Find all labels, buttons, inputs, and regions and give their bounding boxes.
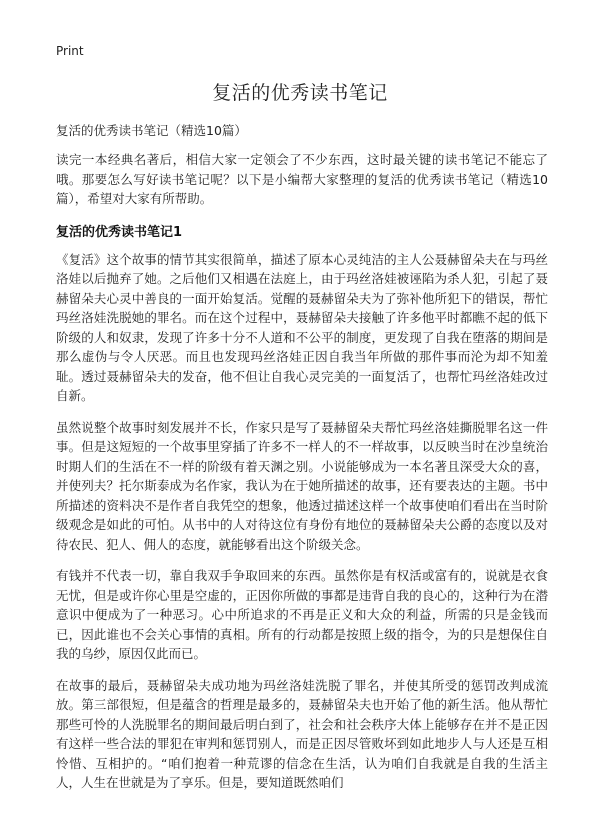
intro-paragraph: 读完一本经典名著后，相信大家一定领会了不少东西，这时最关键的读书笔记不能忘了哦。那要怎么写好读书笔记呢？以下是小编帮大家整理的复活的优秀读书笔记（精选10篇），希望对大家有所帮助。 [56,152,548,206]
section-heading: 复活的优秀读书笔记1 [56,224,183,240]
print-link[interactable]: Print [56,44,84,58]
body-paragraph: 虽然说整个故事时刻发展并不长，作家只是写了聂赫留朵夫帮忙玛丝洛娃撕脱罪名这一件事。但是这短短的一个故事里穿插了许多不一样人的不一样故事，以反映当时在沙皇统治时期人们的生活在不一样的阶级有着天渊之别。小说能够成为一本名著且深受大众的喜，并使列夫？托尔斯泰成为名作家，我认为在于她所描述的故事，还有要表达的主题。书中所描述的资料决不是作者自我凭空的想象，他透过描述这样一个故事使咱们看出在当时阶级观念是如此的可怕。从书中的人对待这位有身份有地位的聂赫留朵夫公爵的态度以及对待农民、犯人、佣人的态度，就能够看出这个阶级关念。 [56,419,548,552]
article-body [56,150,548,805]
body-paragraph: 《复活》这个故事的情节其实很简单，描述了原本心灵纯洁的主人公聂赫留朵夫在与玛丝洛娃以后抛弃了她。之后他们又相遇在法庭上，由于玛丝洛娃被诬陷为杀人犯，引起了聂赫留朵夫心灵中善良的一面开始复活。觉醒的聂赫留朵夫为了弥补他所犯下的错误，帮忙玛丝洛娃洗脱她的罪名。而在这个过程中，聂赫留朵夫接触了许多他平时都瞧不起的低下阶级的人和奴隶，发现了许多十分不人道和不公平的制度，更发现了自我在堕落的期间是那么虚伪与令人厌恶。而且也发现玛丝洛娃正因自我当年所做的那件事而沦为却不知羞耻。透过聂赫留朵夫的发奋，他不但让自我心灵完美的一面复活了，也帮忙玛丝洛娃改过自新。 [56,251,548,403]
body-paragraph: 在故事的最后，聂赫留朵夫成功地为玛丝洛娃洗脱了罪名，并使其所受的惩罚改判成流放。第三部很短，但是蕴含的哲理是最多的，聂赫留朵夫也开始了他的新生活。他从帮忙那些可怜的人洗脱罪名的期间最后明白到了，社会和社会秩序大体上能够存在并不是正因有这样一些合法的罪犯在审判和惩罚别人，而是正因尽管败坏到如此地步人与人还是互相怜惜、互相护的。“咱们抱着一种荒谬的信念在生活，认为咱们自我就是自我的生活主人，人生在世就是为了享乐。但是，要知道既然咱们 [56,677,548,790]
page-title: 复活的优秀读书笔记 [212,82,388,104]
body-paragraph: 有钱并不代表一切，靠自我双手争取回来的东西。虽然你是有权活或富有的，说就是衣食无忧，但是或许你心里是空虚的，正因你所做的事都是违背自我的良心的，这种行为在潜意识中便成为了一种恶习。心中所追求的不再是正义和大众的利益，所需的只是金钱而已，因此谁也不会关心事情的真相。所有的行动都是按照上级的指令，为的只是想保住自我的乌纱，原因仅此而已。 [56,568,548,661]
article-subtitle: 复活的优秀读书笔记（精选10篇） [56,123,247,138]
